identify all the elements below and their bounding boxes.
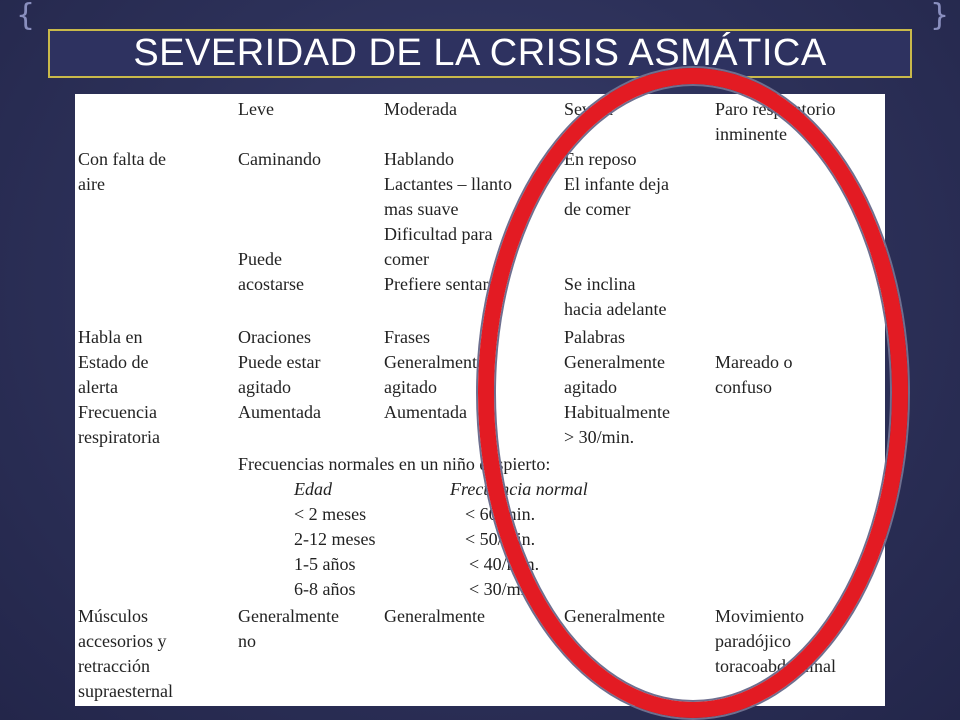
normales-edad-row: 6-8 años xyxy=(294,579,356,599)
musculos-severa: Generalmente xyxy=(564,606,665,626)
slide-title: SEVERIDAD DE LA CRISIS ASMÁTICA xyxy=(133,32,827,74)
falta-aire-moderada: Hablando Lactantes – llanto mas suave Dificultad para comer Prefiere sentarse xyxy=(384,149,512,294)
habla-leve: Oraciones xyxy=(238,327,311,347)
frecuencia-severa: Habitualmente > 30/min. xyxy=(564,402,670,447)
normales-edad-row: < 2 meses xyxy=(294,504,367,524)
musculos-paro: Movimiento paradójico toracoabdominal xyxy=(715,606,836,676)
habla-moderada: Frases xyxy=(384,327,430,347)
musculos-leve: Generalmente no xyxy=(238,606,339,651)
normales-edad-row: 2-12 meses xyxy=(294,529,376,549)
alerta-severa: Generalmente agitado xyxy=(564,352,665,397)
corner-brace-left: { xyxy=(16,0,36,33)
normales-col-frecuencia: Frecuencia normal xyxy=(450,479,588,499)
severity-table-image xyxy=(75,94,885,706)
frecuencia-leve: Aumentada xyxy=(238,402,321,422)
normales-edad-row: 1-5 años xyxy=(294,554,356,574)
falta-aire-leve: Caminando Puede acostarse xyxy=(238,149,321,294)
habla-severa: Palabras xyxy=(564,327,625,347)
header-severa: Severa xyxy=(564,99,613,119)
title-box xyxy=(48,29,912,78)
header-leve: Leve xyxy=(238,99,274,119)
normales-frecuencia-row: < 60/min. xyxy=(465,504,536,524)
label-musculos-accesorios: Músculos accesorios y retracción supraesternal xyxy=(78,606,173,701)
normales-frecuencia-row: < 30/min. xyxy=(469,579,540,599)
header-paro-respiratorio: Paro respiratorio inminente xyxy=(715,99,836,144)
normales-frecuencia-row: < 40/min. xyxy=(469,554,540,574)
label-falta-aire: Con falta de aire xyxy=(78,149,166,194)
alerta-paro: Mareado o confuso xyxy=(715,352,793,397)
normales-heading: Frecuencias normales en un niño despierto: xyxy=(238,454,551,474)
label-estado-alerta: Estado de alerta xyxy=(78,352,149,397)
alerta-leve: Puede estar agitado xyxy=(238,352,321,397)
musculos-moderada: Generalmente xyxy=(384,606,485,626)
normales-frecuencia-row: < 50/min. xyxy=(465,529,536,549)
alerta-moderada: Generalmente agitado xyxy=(384,352,485,397)
header-moderada: Moderada xyxy=(384,99,457,119)
corner-brace-right: } xyxy=(930,0,950,33)
frecuencia-moderada: Aumentada xyxy=(384,402,467,422)
label-habla-en: Habla en xyxy=(78,327,143,347)
label-frecuencia-respiratoria: Frecuencia respiratoria xyxy=(78,402,160,447)
normales-col-edad: Edad xyxy=(294,479,332,499)
falta-aire-severa: En reposo El infante deja de comer Se inclina hacia adelante xyxy=(564,149,669,319)
